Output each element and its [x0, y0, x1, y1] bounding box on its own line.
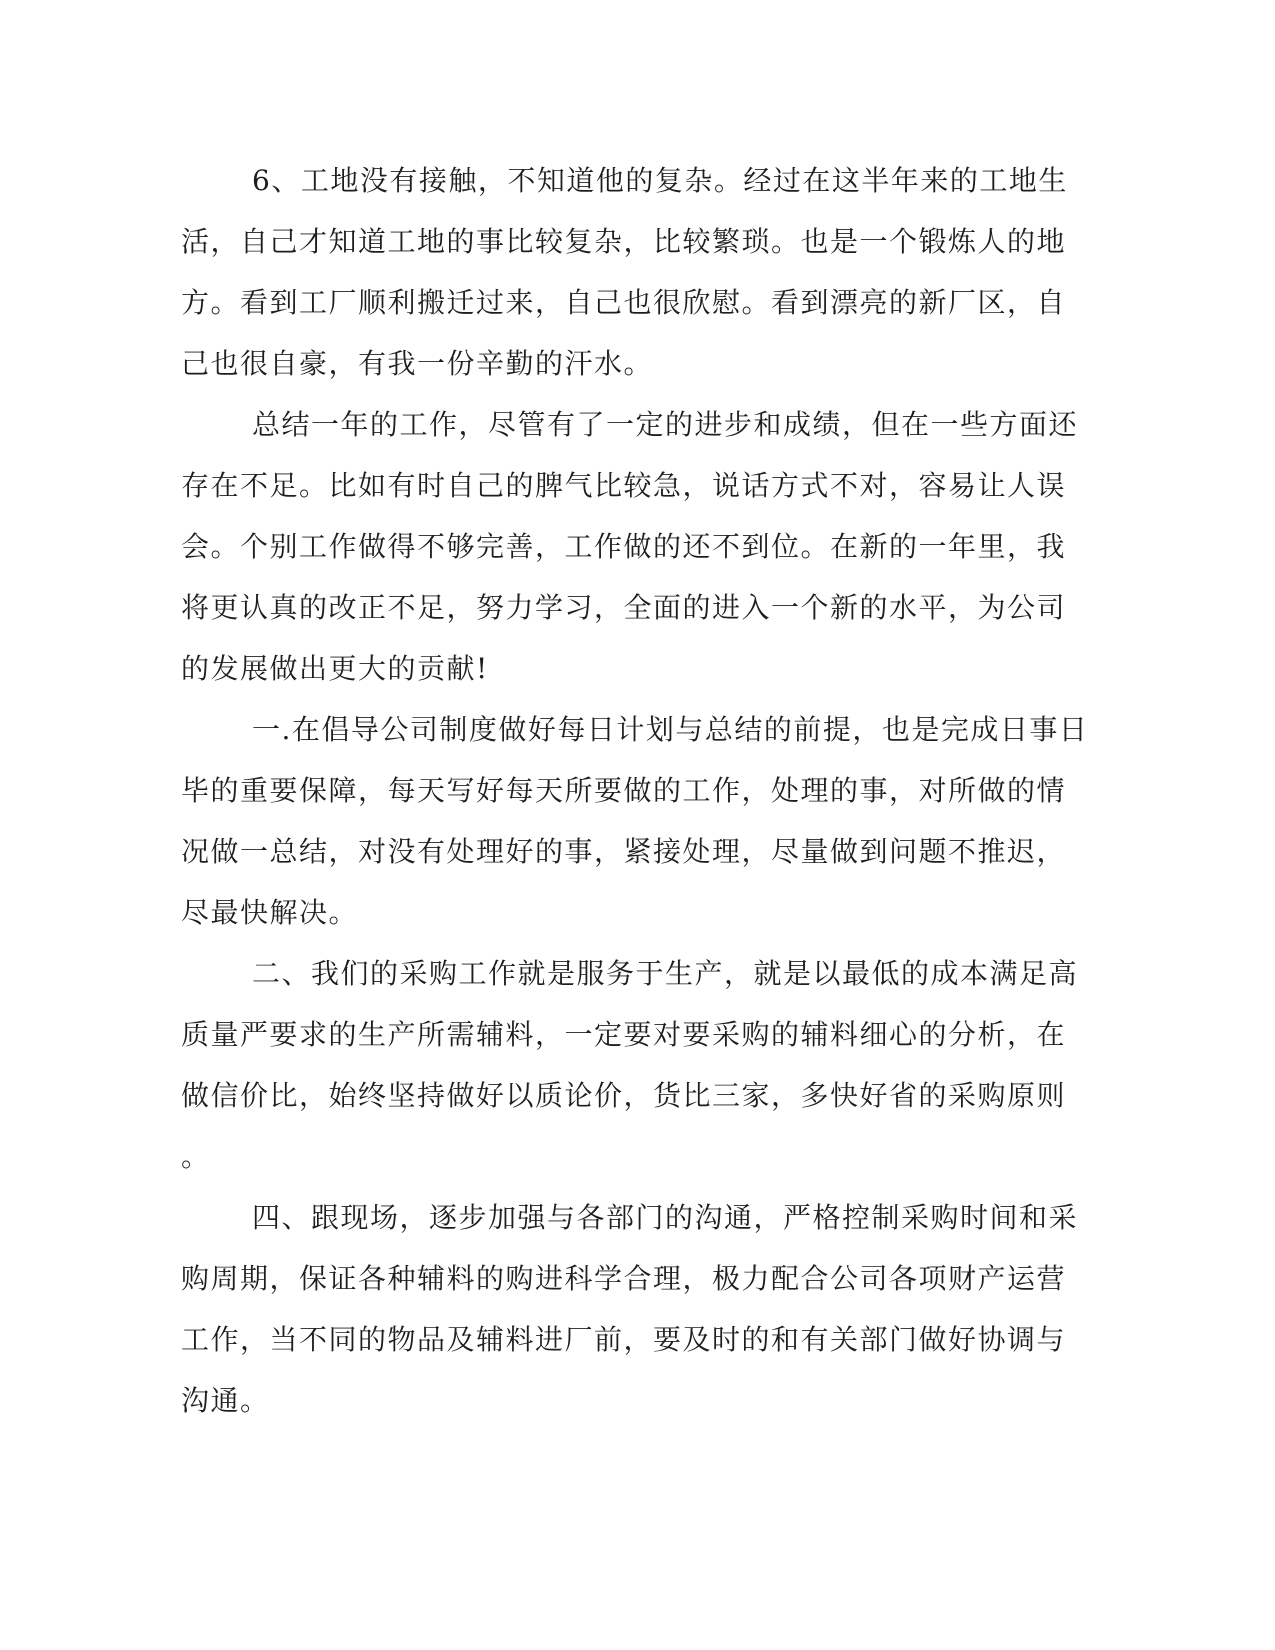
paragraph-procurement [181, 943, 1079, 1187]
paragraph-construction-site [181, 150, 1068, 394]
text-line: 购周期，保证各种辅料的购进科学合理，极力配合公司各项财产运营 [181, 1262, 1067, 1295]
document-body [181, 150, 1089, 1431]
text-line: 方。看到工厂顺利搬迁过来，自己也很欣慰。看到漂亮的新厂区，自 [181, 286, 1067, 319]
text-line: 沟通。 [181, 1384, 270, 1417]
text-line: 活，自己才知道工地的事比较复杂，比较繁琐。也是一个锻炼人的地 [181, 225, 1067, 258]
text-line: 一.在倡导公司制度做好每日计划与总结的前提，也是完成日事日 [252, 713, 1089, 746]
text-line: 毕的重要保障，每天写好每天所要做的工作，处理的事，对所做的情 [181, 774, 1067, 807]
text-line: 。 [181, 1140, 211, 1173]
text-line: 四、跟现场，逐步加强与各部门的沟通，严格控制采购时间和采 [252, 1201, 1079, 1234]
paragraph-daily-plan [181, 699, 1089, 943]
text-line: 6、工地没有接触，不知道他的复杂。经过在这半年来的工地生 [252, 164, 1068, 197]
text-line: 存在不足。比如有时自己的脾气比较急，说话方式不对，容易让人误 [181, 469, 1067, 502]
text-line: 总结一年的工作，尽管有了一定的进步和成绩，但在一些方面还 [252, 408, 1079, 441]
text-line: 会。个别工作做得不够完善，工作做的还不到位。在新的一年里，我 [181, 530, 1067, 563]
text-line: 二、我们的采购工作就是服务于生产，就是以最低的成本满足高 [252, 957, 1079, 990]
text-line: 况做一总结，对没有处理好的事，紧接处理，尽量做到问题不推迟， [181, 835, 1067, 868]
text-line: 质量严要求的生产所需辅料，一定要对要采购的辅料细心的分析，在 [181, 1018, 1067, 1051]
text-line: 己也很自豪，有我一份辛勤的汗水。 [181, 347, 654, 380]
text-line: 将更认真的改正不足，努力学习，全面的进入一个新的水平，为公司 [181, 591, 1067, 624]
paragraph-communication [181, 1187, 1079, 1431]
text-line: 工作，当不同的物品及辅料进厂前，要及时的和有关部门做好协调与 [181, 1323, 1067, 1356]
text-line: 尽最快解决。 [181, 896, 359, 929]
paragraph-annual-summary [181, 394, 1079, 699]
text-line: 的发展做出更大的贡献! [181, 652, 489, 685]
text-line: 做信价比，始终坚持做好以质论价，货比三家，多快好省的采购原则 [181, 1079, 1067, 1112]
